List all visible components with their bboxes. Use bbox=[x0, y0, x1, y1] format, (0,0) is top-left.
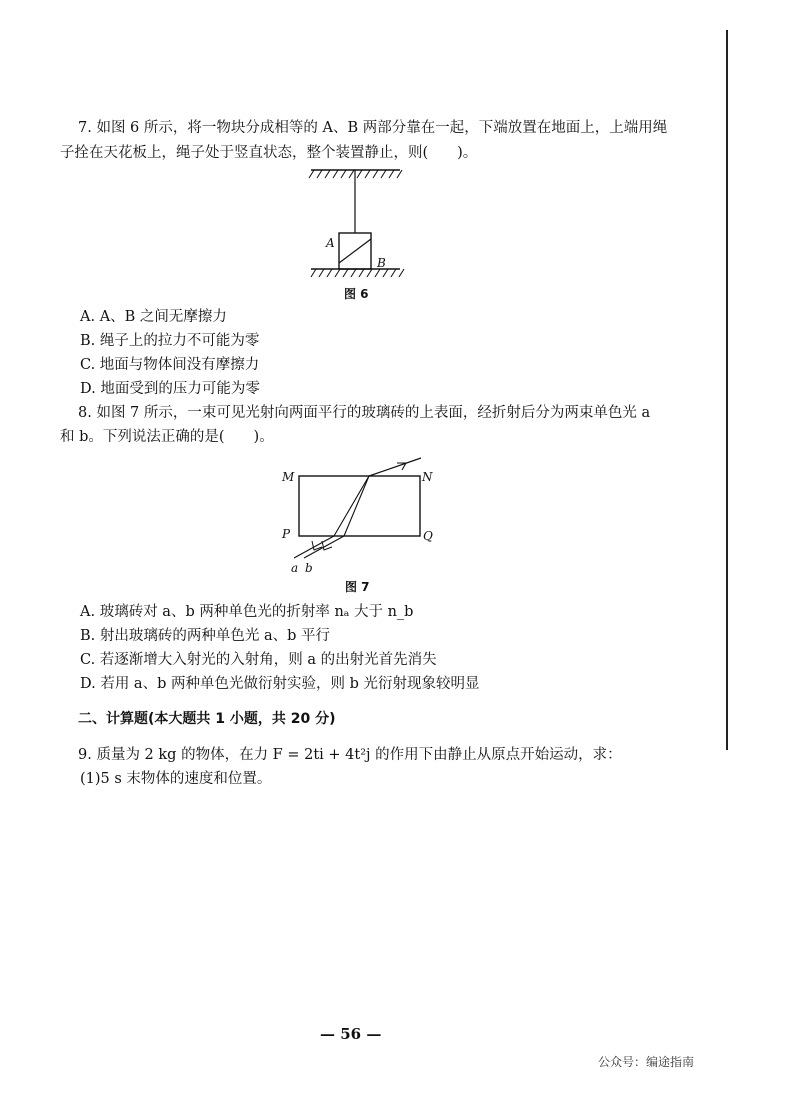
figure7-label-b: b bbox=[305, 561, 313, 575]
figure-6 bbox=[308, 166, 408, 281]
figure7-caption: 图 7 bbox=[345, 580, 370, 594]
figure-7 bbox=[278, 458, 458, 578]
q7-option-c: C. 地面与物体间没有摩擦力 bbox=[80, 357, 260, 373]
q7-option-d: D. 地面受到的压力可能为零 bbox=[80, 381, 260, 397]
figure7-label-p: P bbox=[282, 527, 291, 541]
figure7-label-q: Q bbox=[423, 529, 433, 543]
figure6-caption: 图 6 bbox=[344, 287, 369, 301]
q8-option-c: C. 若逐渐增大入射光的入射角，则 a 的出射光首先消失 bbox=[80, 652, 437, 668]
figure6-label-a: A bbox=[326, 236, 335, 250]
figure6-label-b: B bbox=[377, 256, 386, 270]
q8-line1: 8. 如图 7 所示，一束可见光射向两面平行的玻璃砖的上表面，经折射后分为两束单色光 a bbox=[78, 405, 651, 421]
q7-option-b: B. 绳子上的拉力不可能为零 bbox=[80, 333, 260, 349]
q8-option-a: A. 玻璃砖对 a、b 两种单色光的折射率 nₐ 大于 n_b bbox=[80, 604, 414, 620]
footer-watermark: 公众号：编途指南 bbox=[598, 1055, 695, 1069]
figure7-label-a: a bbox=[291, 561, 299, 575]
q8-option-d: D. 若用 a、b 两种单色光做衍射实验，则 b 光衍射现象较明显 bbox=[80, 676, 480, 692]
page-number: — 56 — bbox=[320, 1025, 382, 1043]
section2-heading: 二、计算题(本大题共 1 小题，共 20 分) bbox=[78, 711, 336, 727]
q8-line2: 和 b。下列说法正确的是( )。 bbox=[60, 429, 274, 445]
figure7-label-m: M bbox=[282, 470, 295, 484]
q8-option-b: B. 射出玻璃砖的两种单色光 a、b 平行 bbox=[80, 628, 331, 644]
q7-line1: 7. 如图 6 所示，将一物块分成相等的 A、B 两部分靠在一起，下端放置在地面上，上端用绳 bbox=[78, 120, 668, 136]
q9-sub1: (1)5 s 末物体的速度和位置。 bbox=[80, 771, 272, 787]
q9-line1: 9. 质量为 2 kg 的物体，在力 F = 2ti + 4t²j 的作用下由静止从原点开始运动，求： bbox=[78, 747, 622, 763]
q7-option-a: A. A、B 之间无摩擦力 bbox=[80, 309, 227, 325]
figure7-label-n: N bbox=[422, 470, 433, 484]
q7-line2: 子拴在天花板上，绳子处于竖直状态，整个装置静止，则( )。 bbox=[60, 145, 478, 161]
